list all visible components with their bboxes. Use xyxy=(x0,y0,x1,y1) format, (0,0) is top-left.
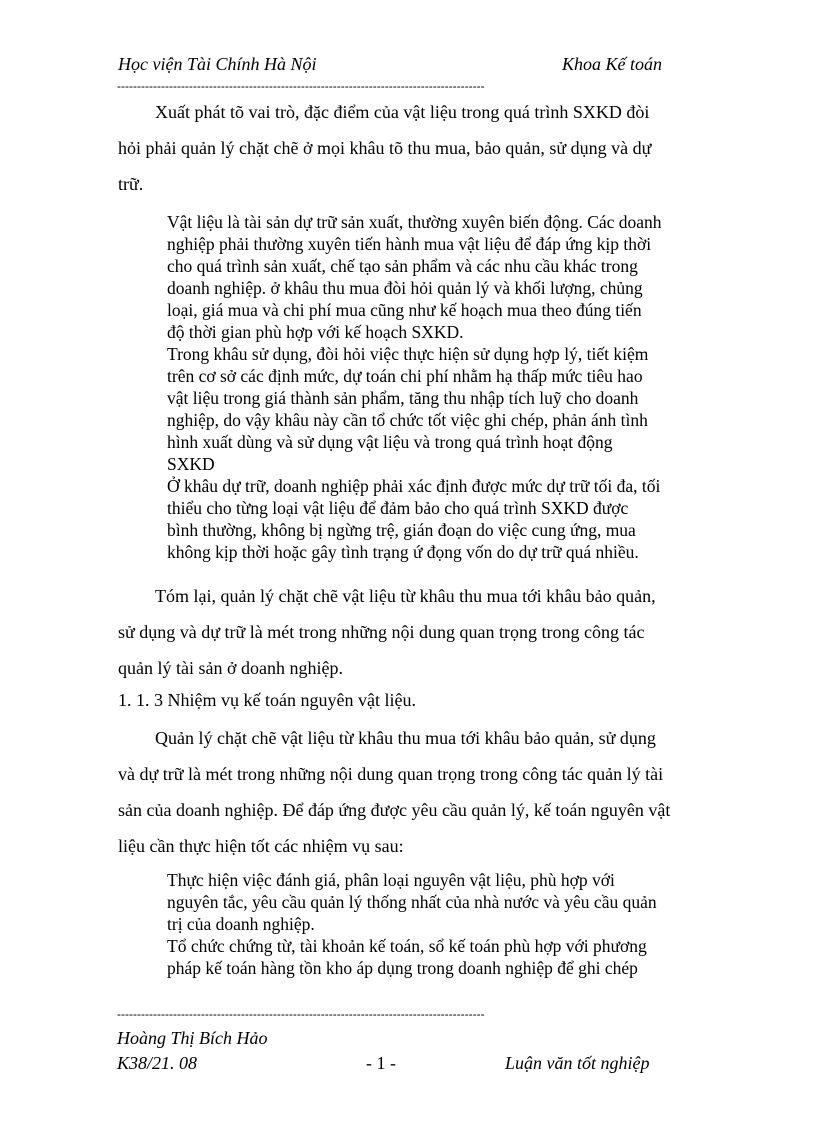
footer-rule: -------------------------------------------------------------------------------------------- xyxy=(117,1008,485,1020)
text-line: hỏi phải quản lý chặt chẽ ở mọi khâu tõ thu mua, bảo quản, sử dụng và dự xyxy=(118,138,652,158)
text-line: sản của doanh nghiệp. Để đáp ứng được yêu cầu quản lý, kế toán nguyên vật xyxy=(118,800,671,820)
text-line: Ở khâu dự trữ, doanh nghiệp phải xác định được mức dự trữ tối đa, tối xyxy=(167,476,661,496)
text-line: trữ. xyxy=(118,174,144,194)
text-line: độ thời gian phù hợp với kế hoạch SXKD. xyxy=(167,322,464,342)
text-line: thiểu cho từng loại vật liệu để đảm bảo cho quá trình SXKD được xyxy=(167,498,629,518)
text-line: nguyên tắc, yêu cầu quản lý thống nhất của nhà nước và yêu cầu quản xyxy=(167,892,657,912)
header-department: Khoa Kế toán xyxy=(562,54,663,74)
page-number: - 1 - xyxy=(366,1053,396,1073)
text-line: Tóm lại, quản lý chặt chẽ vật liệu từ khâu thu mua tới khâu bảo quản, xyxy=(155,586,656,606)
text-line: quản lý tài sản ở doanh nghiệp. xyxy=(118,658,343,678)
text-line: Quản lý chặt chẽ vật liệu từ khâu thu mua tới khâu bảo quản, sử dụng xyxy=(155,728,656,748)
text-line: Xuất phát tõ vai trò, đặc điểm của vật liệu trong quá trình SXKD đòi xyxy=(155,102,650,122)
header-rule: -------------------------------------------------------------------------------------------- xyxy=(117,80,485,92)
text-line: bình thường, không bị ngừng trệ, gián đoạn do việc cung ứng, mua xyxy=(167,520,636,540)
text-line: Thực hiện việc đánh giá, phân loại nguyên vật liệu, phù hợp với xyxy=(167,870,615,890)
text-line: trên cơ sở các định mức, dự toán chi phí nhằm hạ thấp mức tiêu hao xyxy=(167,366,643,386)
text-line: SXKD xyxy=(167,454,215,474)
footer-document-title: Luận văn tốt nghiệp xyxy=(505,1053,650,1073)
text-line: loại, giá mua và chi phí mua cũng như kế hoạch mua theo đúng tiến xyxy=(167,300,642,320)
text-line: không kịp thời hoặc gây tình trạng ứ đọng vốn do dự trữ quá nhiều. xyxy=(167,542,639,562)
text-line: vật liệu trong giá thành sản phẩm, tăng thu nhập tích luỹ cho doanh xyxy=(167,388,639,408)
text-line: liệu cần thực hiện tốt các nhiệm vụ sau: xyxy=(118,836,404,856)
footer-class-code: K38/21. 08 xyxy=(117,1053,198,1073)
indented-block-requirements xyxy=(167,211,707,563)
text-line: sử dụng và dự trữ là mét trong những nội dung quan trọng trong công tác xyxy=(118,622,645,642)
header-institution: Học viện Tài Chính Hà Nội xyxy=(118,54,317,74)
text-line: Tổ chức chứng từ, tài khoản kế toán, sổ kế toán phù hợp với phương xyxy=(167,936,647,956)
paragraph-intro xyxy=(118,94,698,202)
text-line: trị của doanh nghiệp. xyxy=(167,914,315,934)
paragraph-summary xyxy=(118,578,698,686)
footer-author: Hoàng Thị Bích Hảo xyxy=(117,1028,268,1048)
paragraph-tasks-intro xyxy=(118,720,698,864)
text-line: Trong khâu sử dụng, đòi hỏi việc thực hiện sử dụng hợp lý, tiết kiệm xyxy=(167,344,649,364)
text-line: hình xuất dùng và sử dụng vật liệu và trong quá trình hoạt động xyxy=(167,432,613,452)
text-line: và dự trữ là mét trong những nội dung quan trọng trong công tác quản lý tài xyxy=(118,764,664,784)
text-line: nghiệp phải thường xuyên tiến hành mua vật liệu để đáp ứng kịp thời xyxy=(167,234,652,254)
section-heading: 1. 1. 3 Nhiệm vụ kế toán nguyên vật liệu. xyxy=(118,690,416,710)
text-line: cho quá trình sản xuất, chế tạo sản phẩm và các nhu cầu khác trong xyxy=(167,256,638,276)
text-line: doanh nghiệp. ở khâu thu mua đòi hỏi quản lý và khối lượng, chủng xyxy=(167,278,643,298)
text-line: pháp kế toán hàng tồn kho áp dụng trong doanh nghiệp để ghi chép xyxy=(167,958,638,978)
text-line: Vật liệu là tài sản dự trữ sản xuất, thường xuyên biến động. Các doanh xyxy=(167,212,662,232)
text-line: nghiệp, do vậy khâu này cần tổ chức tốt việc ghi chép, phản ánh tình xyxy=(167,410,648,430)
indented-block-tasks xyxy=(167,869,707,979)
